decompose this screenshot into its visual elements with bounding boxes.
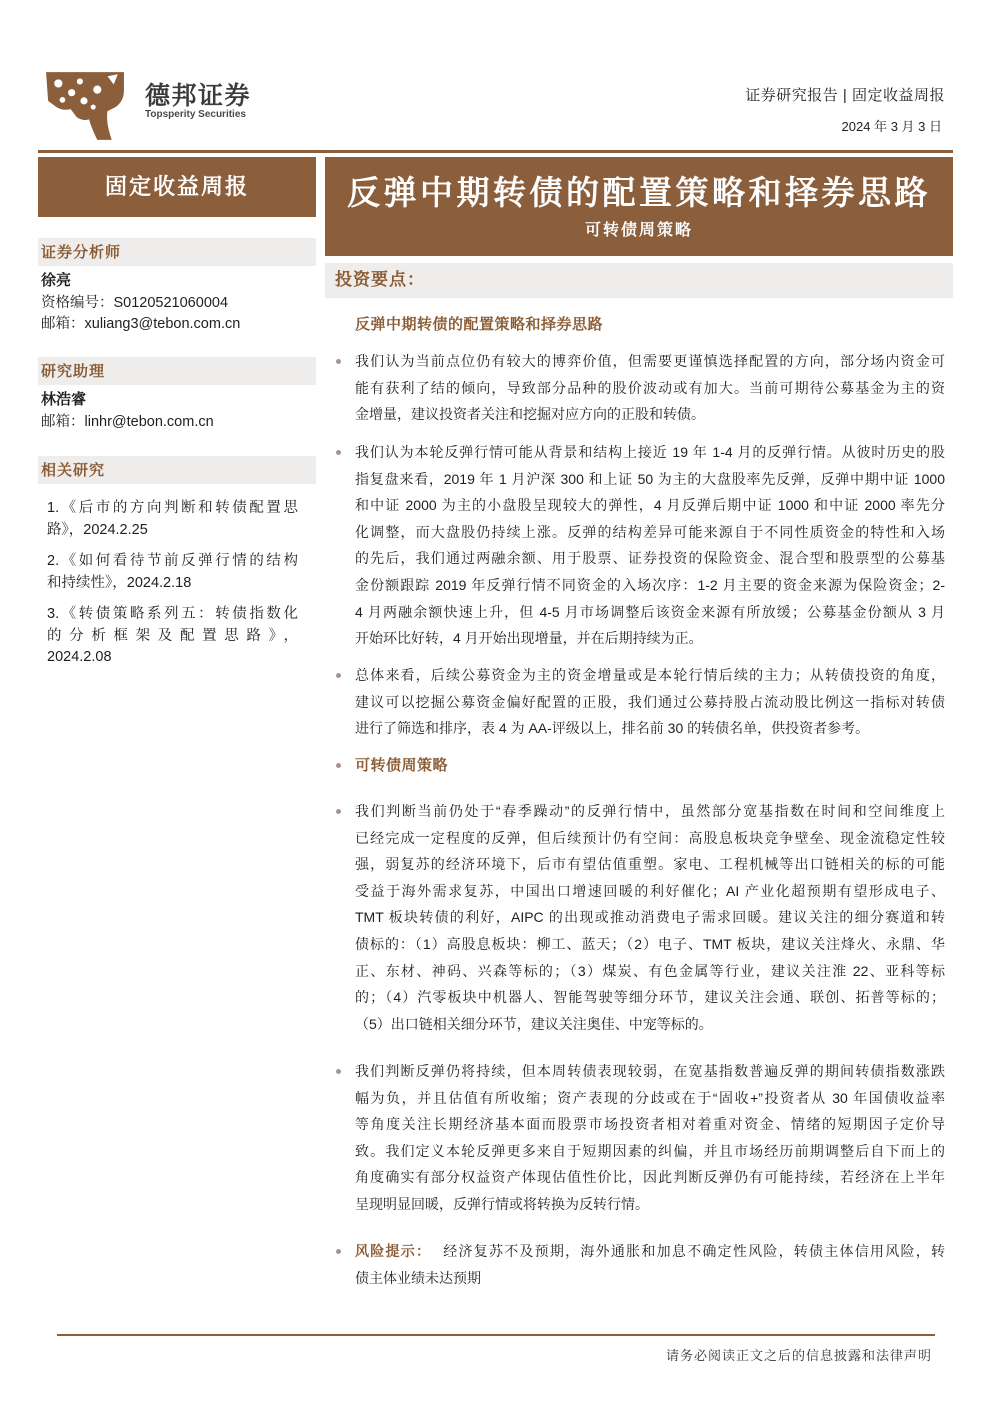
assistant-section-header: 研究助理 bbox=[38, 357, 316, 385]
paragraph-line: 的；（4）汽零板块中机器人、智能驾驶等细分环节，建议关注会通、联创、拓普等标的； bbox=[355, 989, 945, 1006]
paragraph-line: 我们认为当前点位仍有较大的博弈价值，但需要更谨慎选择配置的方向，部分场内资金可 bbox=[355, 353, 945, 369]
risk-text: 经济复苏不及预期，海外通胀和加息不确定性风险，转债主体信用风险，转 bbox=[443, 1243, 946, 1259]
paragraph-line: 等角度关注长期经济基本面而股票市场投资者相对着重对资金、情绪的短期因子定价导 bbox=[355, 1116, 945, 1133]
analyst-license: 资格编号：S0120521060004 bbox=[41, 295, 229, 311]
risk-label: 风险提示： bbox=[355, 1243, 432, 1259]
paragraph-line: 金份额跟踪 2019 年反弹行情不同资金的入场次序：1-2 月主要的资金来源为保险资金；2- bbox=[355, 576, 945, 593]
header-divider bbox=[38, 150, 953, 153]
paragraph-line: 金增量，建议投资者关注和挖掘对应方向的正股和转债。 bbox=[355, 406, 705, 423]
paragraph-line: 进行了筛选和排序，表 4 为 AA-评级以上，排名前 30 的转债名单，供投资者参考。 bbox=[355, 720, 870, 737]
bullet-paragraph bbox=[355, 798, 945, 1037]
related-research-line: 和持续性》，2024.2.18 bbox=[47, 574, 192, 591]
related-research-line: 2024.2.08 bbox=[47, 649, 112, 665]
bullet-dot-icon bbox=[336, 809, 341, 814]
paragraph-line: 的先后，我们通过两融余额、用于股票、证券投资的保险资金、混合型和股票型的公募基 bbox=[355, 550, 945, 567]
brand-name-cn: 德邦证券 bbox=[145, 82, 252, 110]
related-research-line: 1.《后市的方向判断和转债配置思 bbox=[47, 500, 298, 516]
related-research-line: 的分析框架及配置思路》， bbox=[47, 627, 298, 644]
assistant-email: 邮箱：linhr@tebon.com.cn bbox=[41, 414, 214, 430]
paragraph-line: 呈现明显回暖，反弹行情或将转换为反转行情。 bbox=[355, 1195, 649, 1212]
paragraph-line: 指复盘来看，2019 年 1 月沪深 300 和上证 50 为主的大盘股率先反弹，反弹中期中证 1000 bbox=[355, 470, 945, 487]
paragraph-line: 开始环比好转，4 月开始出现增量，并在后期持续为正。 bbox=[355, 630, 703, 647]
related-research-line: 2.《如何看待节前反弹行情的结构 bbox=[47, 553, 298, 569]
report-title: 反弹中期转债的配置策略和择券思路 bbox=[347, 173, 931, 212]
section-heading: 可转债周策略 bbox=[355, 757, 449, 774]
bullet-dot-icon bbox=[336, 1249, 341, 1254]
paragraph-line: 强，弱复苏的经济环境下，后市有望估值重塑。家电、工程机械等出口链相关的标的可能 bbox=[355, 856, 945, 873]
risk-warning bbox=[355, 1238, 945, 1291]
assistant-name: 林浩睿 bbox=[41, 391, 87, 408]
key-points-header: 投资要点： bbox=[325, 263, 953, 298]
footer-disclaimer: 请务必阅读正文之后的信息披露和法律声明 bbox=[665, 1348, 932, 1363]
related-research-item bbox=[47, 498, 298, 541]
bullet-heading bbox=[355, 752, 945, 779]
report-subtitle: 可转债周策略 bbox=[584, 220, 693, 239]
paragraph-line: 受益于海外需求复苏，中国出口增速回暖的利好催化；AI 产业化超预期有望形成电子、 bbox=[355, 882, 945, 899]
paragraph-line: 正、东材、神码、兴森等标的；（3）煤炭、有色金属等行业，建议关注淮 22、亚科等标 bbox=[355, 962, 945, 979]
paragraph-line: 总体来看，后续公募资金为主的资金增量或是本轮行情后续的主力；从转债投资的角度， bbox=[355, 667, 945, 683]
analyst-name: 徐亮 bbox=[41, 272, 72, 289]
analyst-section-header: 证券分析师 bbox=[38, 238, 316, 266]
paragraph-line: 债标的：（1）高股息板块：柳工、蓝天；（2）电子、TMT 板块，建议关注烽火、永鼎、华 bbox=[355, 935, 945, 952]
related-research-item bbox=[47, 551, 298, 594]
paragraph-line: 我们判断反弹仍将持续，但本周转债表现较弱，在宽基指数普遍反弹的期间转债指数涨跌 bbox=[355, 1063, 945, 1079]
paragraph-line: 我们认为本轮反弹行情可能从背景和结构上接近 19 年 1-4 月的反弹行情。从彼时历史的股 bbox=[355, 444, 945, 460]
paragraph-line: 和中证 2000 为主的小盘股呈现较大的弹性，4 月反弹后期中证 1000 和中证 2000 率先分 bbox=[355, 497, 945, 514]
paragraph-line: 幅为负，并且估值有所收缩；资产表现的分歧或在于“固收+”投资者从 30 年国债收益率 bbox=[355, 1089, 945, 1106]
related-research-item bbox=[47, 604, 298, 669]
paragraph-line: 债主体业绩未达预期 bbox=[355, 1269, 481, 1286]
leopard-logo-icon bbox=[44, 70, 126, 142]
bullet-paragraph bbox=[355, 662, 945, 742]
related-research-header: 相关研究 bbox=[38, 456, 316, 484]
paragraph-line: 能有获利了结的倾向，导致部分品种的股价波动或有加大。当前可期待公募基金为主的资 bbox=[355, 379, 945, 396]
report-date: 2024 年 3 月 3 日 bbox=[841, 119, 942, 134]
paragraph-line: 化调整，而大盘股仍持续上涨。反弹的结构差异可能来源自于不同性质资金的特性和入场 bbox=[355, 523, 945, 540]
section-heading: 反弹中期转债的配置策略和择券思路 bbox=[355, 316, 604, 333]
paragraph-line: 致。我们定义本轮反弹更多来自于短期因素的纠偏，并且市场经历前期调整后自下而上的 bbox=[355, 1142, 945, 1159]
report-title-box bbox=[325, 157, 953, 256]
bullet-dot-icon bbox=[336, 673, 341, 678]
paragraph-line: 4 月两融余额快速上升，但 4-5 月市场调整后该资金来源有所放缓；公募基金份额从 3 月 bbox=[355, 603, 945, 620]
related-research-line: 3.《转债策略系列五：转债指数化 bbox=[47, 606, 298, 622]
footer-divider bbox=[57, 1334, 935, 1336]
paragraph-line: 建议可以挖掘公募资金偏好配置的正股，我们通过公募持股占流动股比例这一指标对转债 bbox=[355, 693, 945, 710]
bullet-dot-icon bbox=[336, 763, 341, 768]
paragraph-line: （5）出口链相关细分环节，建议关注奥佳、中宠等标的。 bbox=[355, 1015, 713, 1032]
bullet-paragraph bbox=[355, 1058, 945, 1218]
report-category-box: 固定收益周报 bbox=[38, 157, 316, 217]
bullet-dot-icon bbox=[336, 450, 341, 455]
related-research-line: 路》，2024.2.25 bbox=[47, 521, 148, 538]
paragraph-line: 角度确实有部分权益资产体现估值性价比，因此判断反弹仍有可能持续，若经济在上半年 bbox=[355, 1169, 945, 1186]
brand-name-en: Topsperity Securities bbox=[145, 109, 246, 120]
paragraph-line bbox=[355, 1238, 945, 1265]
bullet-dot-icon bbox=[336, 1069, 341, 1074]
paragraph-line: 已经完成一定程度的反弹，但后续预计仍有空间：高股息板块竞争壁垒、现金流稳定性较 bbox=[355, 829, 945, 846]
paragraph-line: 我们判断当前仍处于“春季躁动”的反弹行情中，虽然部分宽基指数在时间和空间维度上 bbox=[355, 803, 945, 819]
bullet-paragraph bbox=[355, 439, 945, 652]
paragraph-line: TMT 板块转债的利好，AIPC 的出现或推动消费电子需求回暖。建议关注的细分赛道和转 bbox=[355, 909, 945, 926]
report-type: 证券研究报告 | 固定收益周报 bbox=[745, 87, 945, 104]
bullet-dot-icon bbox=[336, 359, 341, 364]
analyst-email: 邮箱：xuliang3@tebon.com.cn bbox=[41, 316, 241, 332]
bullet-paragraph bbox=[355, 348, 945, 428]
